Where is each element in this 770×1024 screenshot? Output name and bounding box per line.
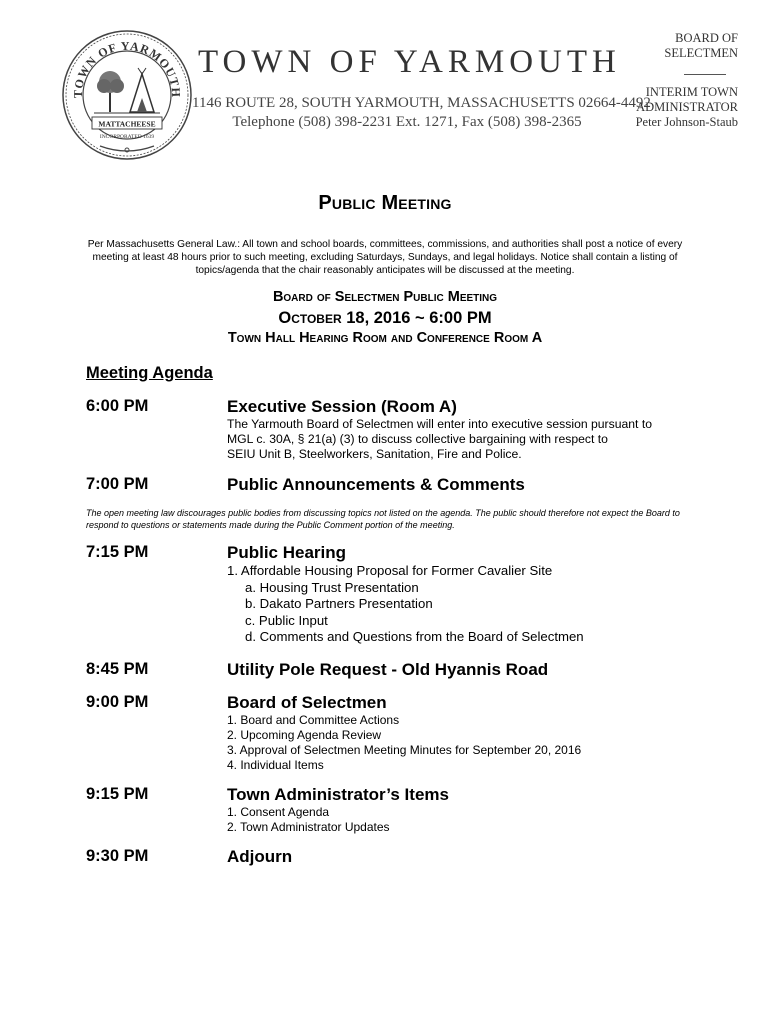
list-item: 1. Affordable Housing Proposal for Former Cavalier Site	[227, 563, 553, 578]
list-subitem: c. Public Input	[245, 612, 328, 628]
agenda-title: Public Hearing	[227, 543, 347, 562]
open-meeting-law-note: The open meeting law discourages public bodies from discussing topics not listed on the agenda. The public should therefore not expect the Board to respond to questions or statements made during the Public Comment portion of the meeting.	[86, 508, 680, 530]
page-title: Public Meeting	[318, 192, 452, 214]
description-line: SEIU Unit B, Steelworkers, Sanitation, Fire and Police.	[227, 446, 522, 461]
letterhead-right-block	[622, 31, 738, 130]
town-name-heading: TOWN OF YARMOUTH	[198, 44, 621, 80]
agenda-description	[227, 563, 687, 646]
agenda-title: Executive Session (Room A)	[227, 397, 457, 416]
agenda-title: Adjourn	[227, 847, 293, 866]
meeting-location: Town Hall Hearing Room and Conference Room A	[227, 330, 543, 346]
agenda-time: 7:00 PM	[86, 475, 149, 493]
administrator-name: Peter Johnson-Staub	[635, 115, 738, 129]
divider	[684, 74, 726, 75]
agenda-time: 9:15 PM	[86, 785, 149, 803]
meeting-name: Board of Selectmen Public Meeting	[272, 289, 498, 305]
board-of-label: BOARD OF	[675, 31, 738, 45]
agenda-title: Utility Pole Request - Old Hyannis Road	[227, 660, 549, 679]
seal-banner-text: MATTACHEESE	[98, 119, 156, 129]
agenda-description	[227, 713, 687, 773]
agenda-time: 6:00 PM	[86, 397, 149, 415]
agenda-heading: Meeting Agenda	[86, 364, 213, 382]
town-seal-logo	[60, 28, 194, 162]
list-item: 4. Individual Items	[227, 758, 324, 772]
list-subitem: d. Comments and Questions from the Board of Selectmen	[245, 629, 584, 644]
agenda-title: Board of Selectmen	[227, 693, 387, 712]
list-item: 3. Approval of Selectmen Meeting Minutes for September 20, 2016	[227, 743, 582, 757]
agenda-title: Public Announcements & Comments	[227, 475, 525, 494]
list-subitem: a. Housing Trust Presentation	[245, 579, 419, 595]
agenda-time: 9:30 PM	[86, 847, 149, 865]
meeting-date-time: October 18, 2016 ~ 6:00 PM	[278, 309, 492, 327]
agenda-description	[227, 417, 687, 461]
legal-notice: Per Massachusetts General Law.: All town and school boards, committees, commissions, and authorities shall post a notice of every meeting at least 48 hours prior to such meeting, excluding Saturdays, Sundays, and legal holidays. Notice shall contain a listing of topics/agenda that the chair reasonably anticipates will be discussed at the meeting.	[87, 239, 683, 276]
agenda-description	[227, 805, 687, 835]
administrator-label: ADMINISTRATOR	[636, 100, 738, 114]
list-subitem: b. Dakato Partners Presentation	[245, 596, 433, 611]
list-item: 2. Upcoming Agenda Review	[227, 728, 382, 742]
town-address: 1146 ROUTE 28, SOUTH YARMOUTH, MASSACHUSETTS 02664-4492	[192, 95, 651, 111]
list-item: 2. Town Administrator Updates	[227, 820, 390, 834]
list-item: 1. Board and Committee Actions	[227, 713, 400, 727]
selectmen-label: SELECTMEN	[664, 46, 738, 60]
description-line: The Yarmouth Board of Selectmen will enter into executive session pursuant to	[227, 417, 652, 431]
seal-top-text: TOWN OF YARMOUTH	[70, 38, 184, 99]
agenda-time: 8:45 PM	[86, 660, 149, 678]
interim-town-label: INTERIM TOWN	[645, 85, 738, 99]
agenda-title: Town Administrator’s Items	[227, 785, 449, 804]
town-phone: Telephone (508) 398-2231 Ext. 1271, Fax (508) 398-2365	[232, 114, 582, 130]
svg-text:TOWN OF YARMOUTH	[71, 39, 183, 98]
seal-bottom-text: INCORPORATED 1639	[99, 134, 155, 140]
description-line: MGL c. 30A, § 21(a) (3) to discuss collective bargaining with respect to	[227, 431, 608, 446]
list-item: 1. Consent Agenda	[227, 805, 330, 819]
agenda-time: 9:00 PM	[86, 693, 149, 711]
agenda-time: 7:15 PM	[86, 543, 149, 561]
